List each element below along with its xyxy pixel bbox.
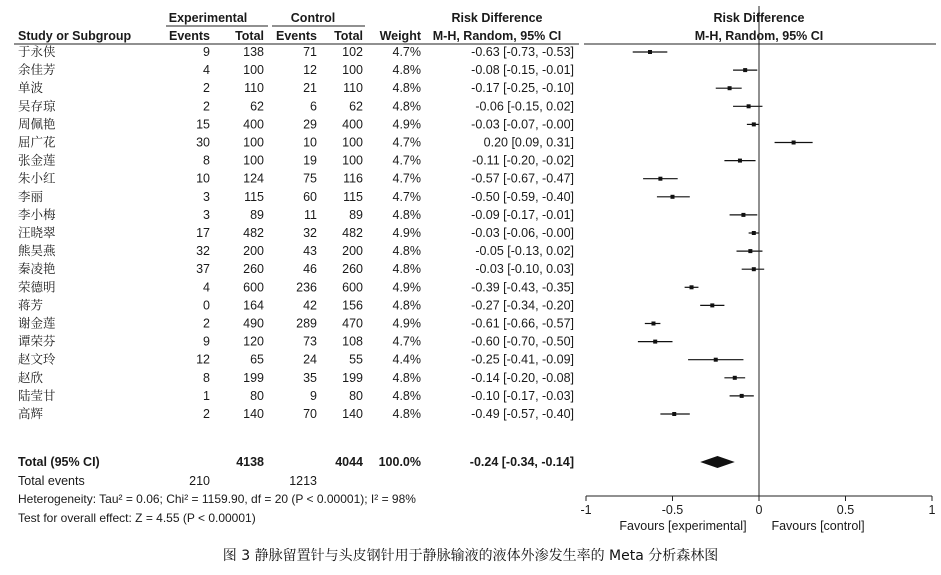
exp-total-cell: 200 [243,244,264,259]
weight-cell: 4.8% [392,262,421,277]
exp-total-cell: 140 [243,407,264,421]
study-row [18,406,690,421]
total-ctrl-total: 4044 [335,455,363,469]
weight-cell: 4.8% [392,63,421,78]
study-row [18,370,745,385]
weight-cell: 4.7% [392,189,421,204]
ctrl-events-cell: 75 [303,171,317,186]
x-tick-label: -1 [580,503,592,517]
control-group-header: Control [290,11,336,25]
exp-events-cell: 12 [196,352,210,367]
study-name: 李小梅 [18,206,56,222]
ci-text-cell: -0.03 [-0.10, 0.03] [475,262,574,277]
study-name: 熊昊燕 [18,243,56,259]
study-point-estimate [740,394,744,398]
total-events-label: Total events [18,474,85,488]
study-name: 李丽 [18,188,44,204]
study-row [18,261,764,276]
study-row [18,243,762,258]
pooled-estimate-diamond [700,456,735,468]
study-point-estimate [728,86,732,90]
ctrl-total-cell: 156 [342,298,363,313]
ctrl-total-header: Total [334,29,363,43]
x-tick-label: 0.5 [836,503,855,517]
ci-text-cell: -0.27 [-0.34, -0.20] [471,298,574,313]
ci-text-cell: -0.57 [-0.67, -0.47] [471,171,574,186]
ctrl-total-cell: 470 [342,316,363,331]
study-name: 蒋芳 [18,297,44,313]
method-header: M-H, Random, 95% CI [432,29,562,43]
ctrl-total-cell: 115 [343,189,363,204]
exp-total-cell: 65 [250,352,264,367]
ci-text-cell: -0.10 [-0.17, -0.03] [471,388,574,403]
study-point-estimate [747,104,751,108]
total-weight: 100.0% [378,455,421,469]
ctrl-events-cell: 10 [303,135,317,150]
exp-total-cell: 199 [243,370,264,385]
exp-events-cell: 17 [196,226,210,240]
exp-total-cell: 490 [243,316,264,331]
weight-cell: 4.8% [392,370,421,385]
ctrl-total-cell: 199 [342,370,363,385]
exp-events-cell: 32 [196,244,210,259]
ci-text-cell: -0.17 [-0.25, -0.10] [471,81,574,96]
exp-events-cell: 30 [196,135,210,150]
ci-text-cell: -0.05 [-0.13, 0.02] [475,244,574,259]
exp-events-cell: 10 [196,171,210,186]
exp-events-cell: 15 [196,117,210,132]
exp-events-cell: 9 [203,334,210,349]
study-point-estimate [752,122,756,126]
total-exp-events: 210 [189,474,210,488]
ci-text-cell: -0.39 [-0.43, -0.35] [471,280,574,295]
ci-text-cell: -0.25 [-0.41, -0.09] [471,352,574,367]
ctrl-events-cell: 46 [303,262,317,277]
plot-method-header: M-H, Random, 95% CI [694,29,824,43]
exp-total-cell: 110 [244,81,264,96]
x-tick-label: 1 [928,503,936,517]
weight-cell: 4.7% [392,334,421,349]
ci-text-cell: -0.11 [-0.20, -0.02] [472,153,574,168]
exp-total-cell: 260 [243,262,264,277]
ctrl-total-cell: 482 [342,226,363,240]
study-row [18,316,660,331]
study-point-estimate [658,177,662,181]
exp-events-header: Events [169,29,210,43]
study-column-header: Study or Subgroup [18,29,132,43]
study-name: 张金莲 [18,152,56,168]
weight-cell: 4.7% [392,135,421,150]
ctrl-events-cell: 6 [310,99,317,114]
exp-total-cell: 164 [243,298,264,313]
x-axis-ticks [580,496,935,517]
weight-cell: 4.8% [392,244,421,259]
weight-cell: 4.9% [392,226,421,240]
study-row [18,225,759,240]
weight-cell: 4.8% [392,99,421,114]
ci-text-cell: -0.03 [-0.07, -0.00] [471,117,574,132]
study-row [18,80,742,95]
study-point-estimate [743,68,747,72]
total-ctrl-events: 1213 [289,474,317,488]
study-row [18,62,757,77]
study-name: 赵文玲 [18,351,56,367]
exp-total-cell: 89 [250,207,264,222]
study-name: 谭荣芬 [18,333,56,349]
ci-text-cell: -0.03 [-0.06, -0.00] [471,226,574,240]
study-row [18,388,754,403]
study-point-estimate [792,141,796,145]
weight-cell: 4.4% [392,352,421,367]
ctrl-events-cell: 71 [303,45,317,59]
ctrl-total-cell: 100 [342,135,363,150]
weight-cell: 4.7% [392,153,421,168]
study-row [18,44,667,59]
ctrl-events-cell: 11 [304,207,317,222]
study-rows [18,44,813,421]
exp-total-cell: 80 [250,388,264,403]
ctrl-total-cell: 200 [342,244,363,259]
exp-events-cell: 8 [203,370,210,385]
weight-cell: 4.8% [392,407,421,421]
weight-cell: 4.9% [392,316,421,331]
ctrl-events-cell: 9 [310,388,317,403]
study-row [18,279,698,294]
ctrl-total-cell: 400 [342,117,363,132]
study-row [18,171,678,186]
study-name: 谢金莲 [18,315,56,331]
ci-text-cell: -0.14 [-0.20, -0.08] [471,370,574,385]
total-label: Total (95% CI) [18,455,100,469]
study-name: 单波 [18,80,44,96]
total-exp-total: 4138 [236,455,264,469]
ctrl-total-cell: 102 [342,45,363,59]
ctrl-events-cell: 73 [303,334,317,349]
rd-column-header: Risk Difference [451,11,543,25]
study-row [18,153,756,168]
weight-cell: 4.8% [392,81,421,96]
study-name: 余佳芳 [18,62,56,78]
ctrl-events-cell: 42 [303,298,317,313]
ci-text-cell: -0.08 [-0.15, -0.01] [471,63,574,78]
experimental-group-header: Experimental [168,11,248,25]
study-row [18,207,757,222]
exp-events-cell: 2 [203,99,210,114]
exp-events-cell: 3 [203,189,210,204]
overall-effect-text: Test for overall effect: Z = 4.55 (P < 0.00001) [18,511,256,525]
ctrl-total-cell: 116 [343,171,363,186]
exp-total-cell: 400 [243,117,264,132]
study-point-estimate [710,303,714,307]
weight-cell: 4.9% [392,117,421,132]
weight-cell: 4.7% [392,171,421,186]
weight-cell: 4.7% [392,45,421,59]
ctrl-total-cell: 108 [342,334,363,349]
exp-events-cell: 3 [203,207,210,222]
study-point-estimate [741,213,745,217]
exp-total-cell: 100 [243,135,264,150]
ctrl-total-cell: 600 [342,280,363,295]
exp-total-cell: 482 [243,226,264,240]
exp-total-cell: 600 [243,280,264,295]
study-point-estimate [648,50,652,54]
ctrl-total-cell: 80 [349,388,363,403]
plot-header: Risk Difference [713,11,805,25]
study-point-estimate [748,249,752,253]
weight-cell: 4.9% [392,280,421,295]
ci-text-cell: -0.61 [-0.66, -0.57] [471,316,574,331]
exp-total-cell: 100 [243,63,264,78]
ctrl-events-cell: 289 [296,316,317,331]
x-tick-label: 0 [755,503,763,517]
weight-header: Weight [379,29,421,43]
study-name: 荣德明 [18,279,56,295]
weight-cell: 4.8% [392,388,421,403]
ci-text-cell: -0.50 [-0.59, -0.40] [471,189,574,204]
study-name: 屈广花 [18,134,56,150]
exp-events-cell: 8 [203,153,210,168]
ctrl-events-cell: 236 [296,280,317,295]
exp-total-cell: 100 [243,153,264,168]
study-row [18,116,759,131]
ctrl-events-cell: 35 [303,370,317,385]
exp-total-cell: 62 [250,99,264,114]
ci-text-cell: -0.49 [-0.57, -0.40] [471,407,574,421]
study-point-estimate [671,195,675,199]
ctrl-events-cell: 29 [303,117,317,132]
exp-events-cell: 4 [203,280,210,295]
ci-text-cell: -0.09 [-0.17, -0.01] [471,207,574,222]
exp-total-header: Total [235,29,264,43]
exp-events-cell: 1 [203,388,210,403]
ctrl-total-cell: 55 [349,352,363,367]
study-name: 于永侠 [18,44,56,59]
study-point-estimate [651,322,655,326]
ctrl-total-cell: 140 [342,407,363,421]
ctrl-events-cell: 43 [303,244,317,259]
exp-total-cell: 120 [243,334,264,349]
exp-total-cell: 124 [243,171,264,186]
study-point-estimate [653,340,657,344]
study-name: 高辉 [18,406,44,421]
study-name: 吴存琼 [18,98,56,114]
study-name: 赵欣 [18,369,44,385]
ctrl-total-cell: 260 [342,262,363,277]
weight-cell: 4.8% [392,298,421,313]
study-row [18,297,724,312]
favours-control-label: Favours [control] [771,519,865,533]
ctrl-events-header: Events [276,29,317,43]
exp-total-cell: 138 [243,45,264,59]
ci-text-cell: -0.06 [-0.15, 0.02] [475,99,574,114]
ctrl-total-cell: 100 [342,63,363,78]
study-row [18,135,813,150]
study-point-estimate [690,285,694,289]
ci-text-cell: -0.63 [-0.73, -0.53] [471,45,574,59]
total-ci-text: -0.24 [-0.34, -0.14] [469,455,574,469]
study-row [18,352,743,367]
exp-events-cell: 4 [203,63,210,78]
exp-events-cell: 2 [203,407,210,421]
ctrl-events-cell: 24 [303,352,317,367]
ctrl-events-cell: 21 [303,81,317,96]
study-point-estimate [752,267,756,271]
exp-events-cell: 9 [203,45,210,59]
study-point-estimate [738,159,742,163]
exp-events-cell: 0 [203,298,210,313]
ci-text-cell: 0.20 [0.09, 0.31] [483,135,574,150]
ci-text-cell: -0.60 [-0.70, -0.50] [471,334,574,349]
ctrl-events-cell: 19 [303,153,317,168]
study-name: 秦凌艳 [18,261,56,277]
study-name: 陆莹甘 [18,387,56,403]
heterogeneity-text: Heterogeneity: Tau² = 0.06; Chi² = 1159.90, df = 20 (P < 0.00001); I² = 98% [18,492,416,506]
study-point-estimate [714,358,718,362]
study-name: 朱小红 [18,170,56,186]
ctrl-total-cell: 110 [343,81,363,96]
x-tick-label: -0.5 [661,503,684,517]
study-name: 汪晓翠 [18,225,56,240]
study-point-estimate [672,412,676,416]
study-point-estimate [733,376,737,380]
ctrl-events-cell: 60 [303,189,317,204]
ctrl-total-cell: 100 [342,153,363,168]
ctrl-events-cell: 12 [303,63,317,78]
study-point-estimate [752,231,756,235]
study-row [18,334,673,349]
ctrl-events-cell: 70 [303,407,317,421]
ctrl-events-cell: 32 [303,226,317,240]
favours-experimental-label: Favours [experimental] [619,519,747,533]
study-row [18,98,762,113]
ctrl-total-cell: 89 [349,207,363,222]
study-name: 周佩艳 [18,116,56,132]
exp-events-cell: 2 [203,81,210,96]
figure-caption: 图 3 静脉留置针与头皮钢针用于静脉输液的液体外渗发生率的 Meta 分析森林图 [222,548,719,564]
exp-events-cell: 37 [196,262,210,277]
weight-cell: 4.8% [392,207,421,222]
ctrl-total-cell: 62 [349,99,363,114]
exp-total-cell: 115 [244,189,264,204]
study-row [18,189,690,204]
exp-events-cell: 2 [203,316,210,331]
